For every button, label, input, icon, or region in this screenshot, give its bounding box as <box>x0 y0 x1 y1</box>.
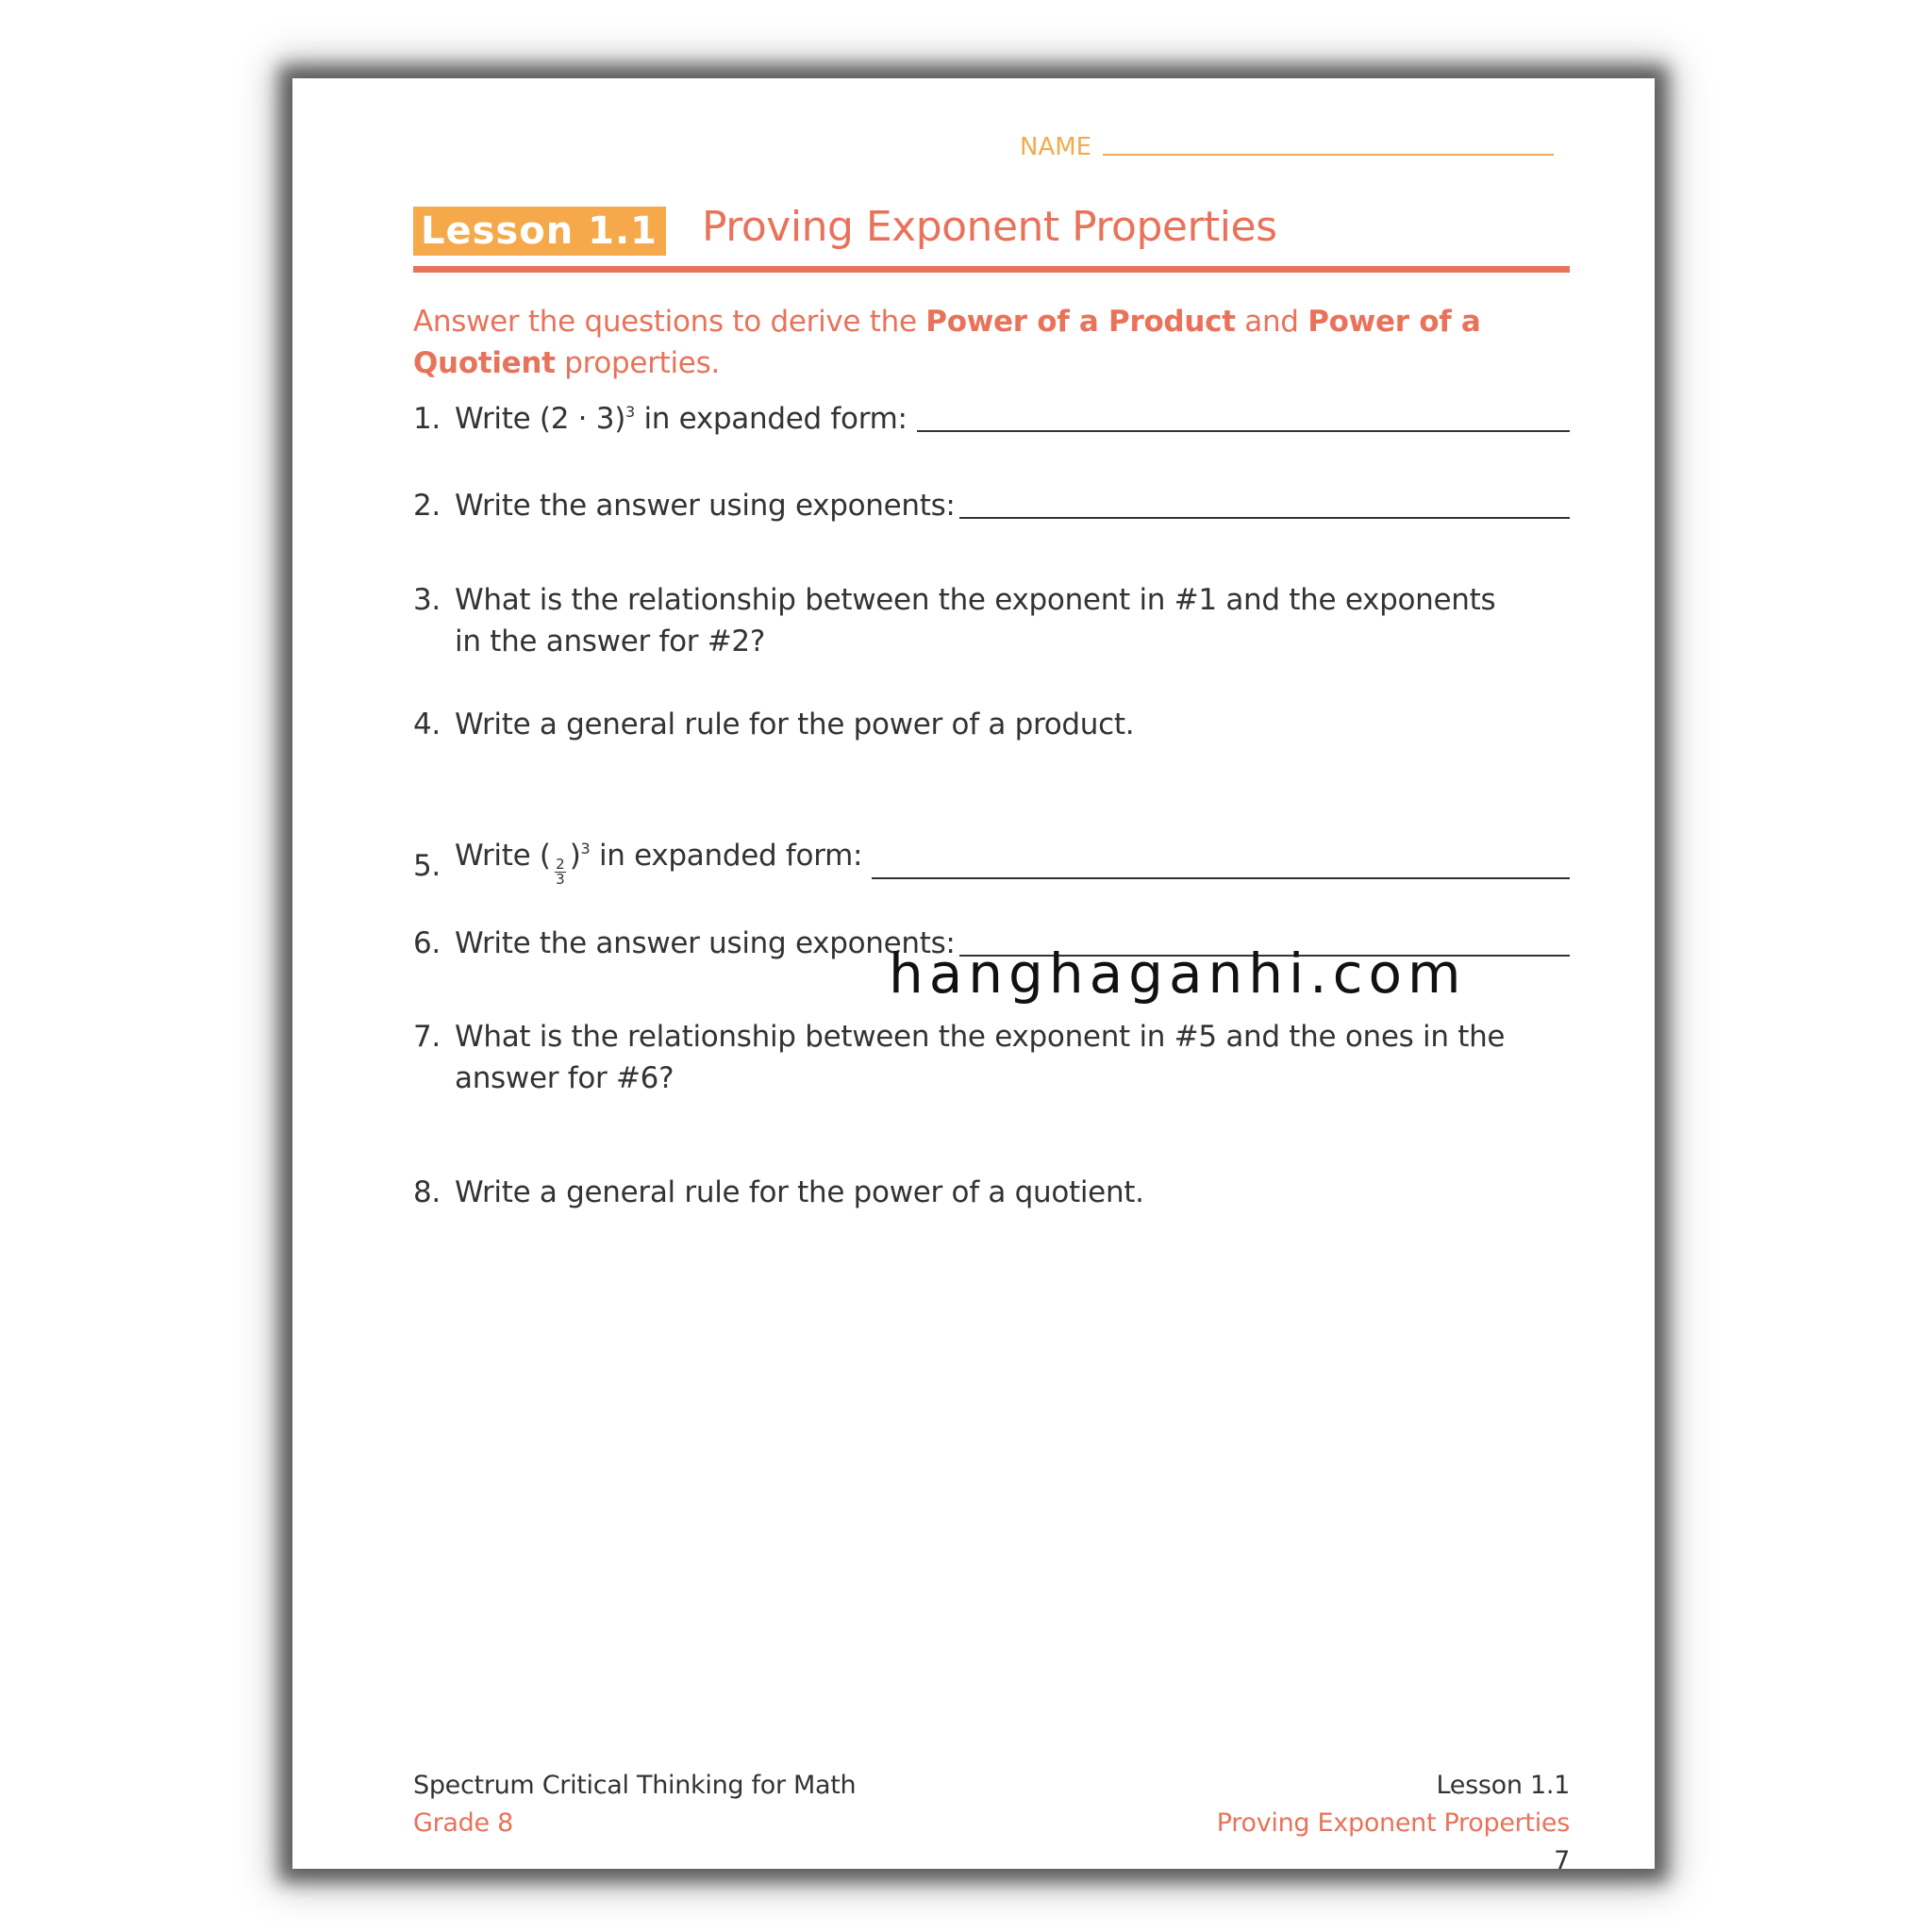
question-text-post: in expanded form: <box>634 402 908 436</box>
question-5 <box>413 828 1570 887</box>
question-text <box>455 828 862 887</box>
footer-book-info <box>413 1767 856 1842</box>
footer-lesson-title: Proving Exponent Properties <box>1216 1808 1570 1838</box>
question-text: Write the answer using exponents: <box>455 926 956 960</box>
footer-grade: Grade 8 <box>413 1808 513 1838</box>
name-blank-line[interactable] <box>1103 154 1554 156</box>
answer-line[interactable] <box>917 430 1570 432</box>
question-7 <box>413 1016 1526 1099</box>
question-number: 3. <box>413 583 441 617</box>
lesson-title: Proving Exponent Properties <box>702 203 1277 251</box>
question-4 <box>413 704 1526 745</box>
fraction-numerator: 2 <box>556 856 565 873</box>
question-1 <box>413 391 1570 440</box>
question-text: What is the relationship between the exponent in #5 and the ones in the answer for #6? <box>455 1020 1506 1095</box>
name-label: NAME <box>1020 133 1092 161</box>
instructions-bold-2: Power of a Quotient <box>413 305 1481 380</box>
page-number: 7 <box>1554 1846 1570 1875</box>
question-text: Write the answer using exponents: <box>455 489 956 523</box>
question-number: 1. <box>413 402 441 436</box>
question-text-pre: Write (2 · 3) <box>455 402 625 436</box>
question-2 <box>413 485 1570 526</box>
question-text-mid: ) <box>569 839 581 873</box>
instructions-text-3: properties. <box>555 346 720 380</box>
question-text: What is the relationship between the exponent in #1 and the exponents in the answer for #2? <box>455 583 1496 658</box>
question-number: 8. <box>413 1175 441 1209</box>
instructions <box>413 301 1545 384</box>
footer-lesson: Lesson 1.1 <box>1436 1771 1570 1800</box>
answer-line[interactable] <box>959 517 1570 519</box>
question-text-post: in expanded form: <box>590 839 863 873</box>
question-number: 2. <box>413 489 441 523</box>
fraction <box>555 858 566 887</box>
question-number: 7. <box>413 1020 441 1054</box>
question-text: Write a general rule for the power of a quotient. <box>455 1175 1144 1209</box>
question-number: 4. <box>413 708 441 741</box>
title-divider <box>413 266 1570 273</box>
instructions-text-1: Answer the questions to derive the <box>413 305 926 339</box>
fraction-denominator: 3 <box>556 871 565 888</box>
instructions-bold-1: Power of a Product <box>925 305 1236 339</box>
answer-line[interactable] <box>872 877 1570 879</box>
question-text <box>455 391 908 440</box>
question-text-pre: Write ( <box>455 839 551 873</box>
footer-lesson-info <box>1217 1767 1570 1880</box>
exponent: 3 <box>580 840 591 858</box>
question-text: Write a general rule for the power of a product. <box>455 708 1135 741</box>
question-8 <box>413 1172 1526 1213</box>
name-field-row <box>1020 133 1554 161</box>
instructions-text-2: and <box>1235 305 1308 339</box>
question-number: 6. <box>413 926 441 960</box>
exponent: 3 <box>625 403 635 421</box>
question-number: 5. <box>413 849 441 883</box>
watermark-text: hanghaganhi.com <box>889 941 1467 1006</box>
lesson-badge: Lesson 1.1 <box>413 207 666 256</box>
question-3 <box>413 579 1526 662</box>
footer-book-title: Spectrum Critical Thinking for Math <box>413 1771 857 1800</box>
